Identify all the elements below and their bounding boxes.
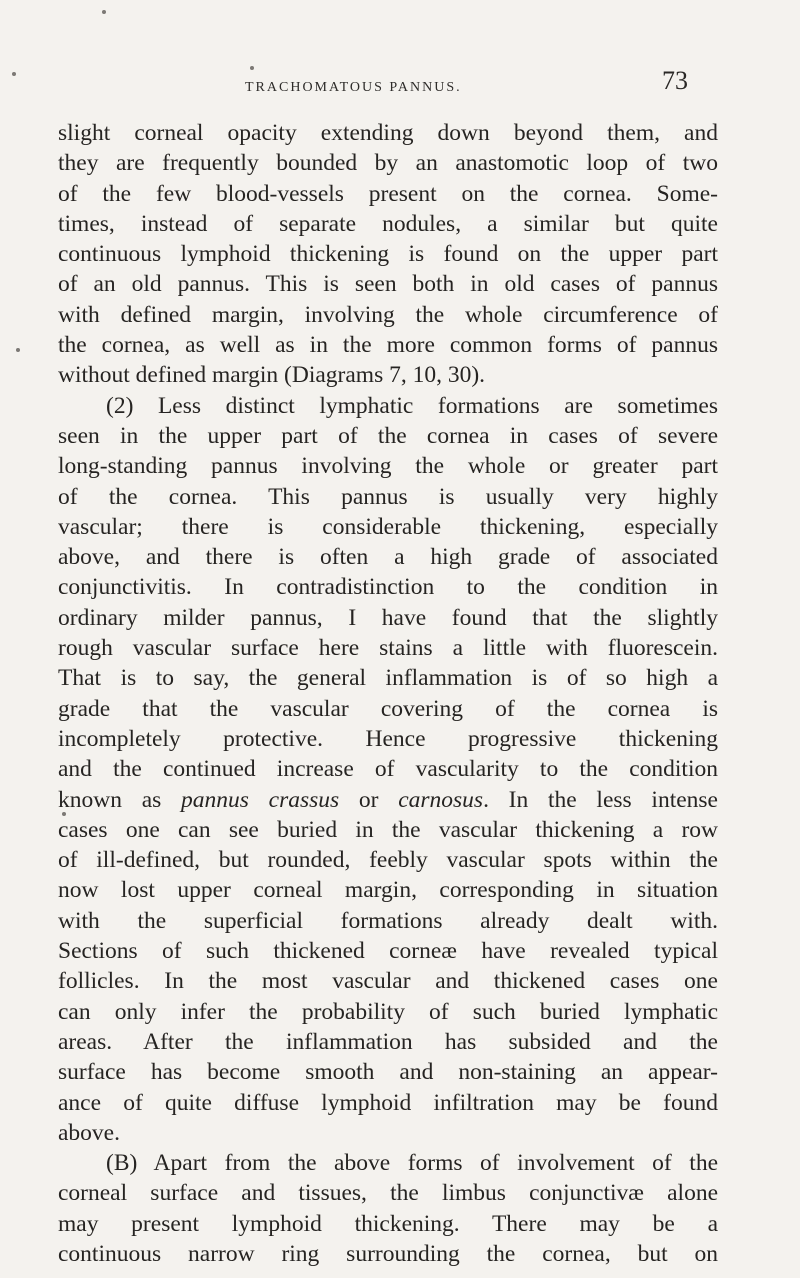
text-line: the cornea, as well as in the more common forms of pannus (58, 332, 718, 359)
text-line: and the continued increase of vascularity to the condition (58, 756, 718, 783)
body-text (58, 118, 718, 1269)
text-line: incompletely protective. Hence progressive thickening (58, 725, 718, 752)
text-line (58, 785, 718, 815)
text-run: known as (58, 786, 182, 813)
text-line: times, instead of separate nodules, a similar but quite (58, 210, 718, 237)
text-line: vascular; there is considerable thickening, especially (58, 513, 718, 540)
text-line: may present lymphoid thickening. There may be a (58, 1210, 718, 1237)
text-line: can only infer the probability of such buried lymphatic (58, 998, 718, 1025)
text-line: above, and there is often a high grade of associated (58, 544, 718, 571)
text-line: (B) Apart from the above forms of involvement of the (106, 1150, 718, 1177)
text-line: continuous narrow ring surrounding the cornea, but on (58, 1240, 718, 1267)
latin-term: pannus crassus (181, 786, 340, 813)
paper-speck (16, 348, 20, 352)
text-line: they are frequently bounded by an anastomotic loop of two (58, 150, 718, 177)
page-number: 73 (662, 66, 688, 95)
text-line: of an old pannus. This is seen both in old cases of pannus (58, 271, 718, 298)
text-line: corneal surface and tissues, the limbus conjunctivæ alone (58, 1180, 718, 1207)
running-head: TRACHOMATOUS PANNUS. (245, 80, 462, 95)
text-line: follicles. In the most vascular and thickened cases one (58, 968, 718, 995)
text-run: . In the less intense (483, 786, 718, 813)
text-line: long-standing pannus involving the whole or greater part (58, 453, 718, 480)
text-line: slight corneal opacity extending down beyond them, and (58, 120, 718, 146)
text-run: or (339, 786, 399, 813)
text-line: That is to say, the general inflammation is of so high a (58, 665, 718, 692)
paper-speck (12, 72, 16, 76)
text-line: of ill-defined, but rounded, feebly vascular spots within the (58, 847, 718, 874)
text-line: with the superficial formations already dealt with. (58, 907, 718, 934)
text-line: surface has become smooth and non-staining an appear- (58, 1059, 718, 1086)
paper-speck (250, 66, 254, 70)
text-line: Sections of such thickened corneæ have revealed typical (58, 938, 718, 965)
text-line: conjunctivitis. In contradistinction to the condition in (58, 574, 718, 601)
text-line: ordinary milder pannus, I have found that the slightly (58, 604, 718, 631)
text-line: continuous lymphoid thickening is found on the upper part (58, 241, 718, 268)
text-line: grade that the vascular covering of the cornea is (58, 695, 718, 722)
text-line: now lost upper corneal margin, corresponding in situation (58, 877, 718, 904)
text-line: with defined margin, involving the whole circumference of (58, 301, 718, 328)
text-line: without defined margin (Diagrams 7, 10, 30). (58, 362, 486, 389)
latin-term: carnosus (398, 786, 484, 813)
text-line: seen in the upper part of the cornea in cases of severe (58, 422, 718, 449)
text-line: cases one can see buried in the vascular thickening a row (58, 816, 718, 843)
text-line: above. (58, 1119, 120, 1146)
text-line: (2) Less distinct lymphatic formations are sometimes (106, 392, 718, 419)
text-line: of the cornea. This pannus is usually very highly (58, 483, 718, 510)
text-line: ance of quite diffuse lymphoid infiltration may be found (58, 1089, 718, 1116)
text-line: areas. After the inflammation has subsided and the (58, 1028, 718, 1055)
paper-speck (102, 10, 106, 14)
text-line: of the few blood-vessels present on the cornea. Some- (58, 180, 718, 207)
text-line: rough vascular surface here stains a little with fluorescein. (58, 635, 718, 662)
